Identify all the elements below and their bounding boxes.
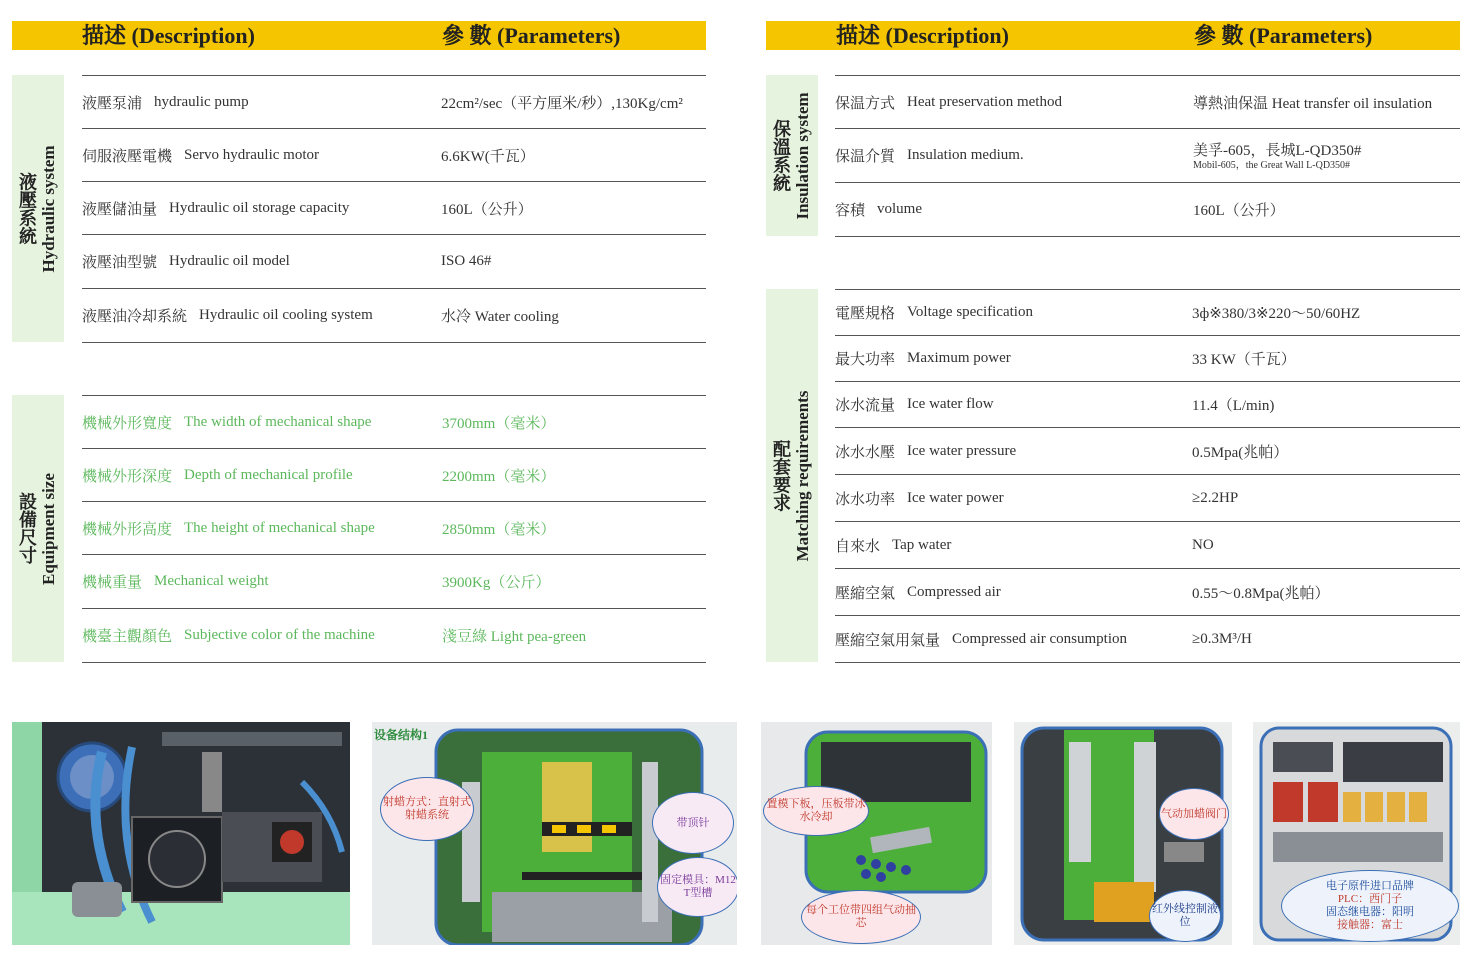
- row-value: 22cm²/sec（平方厘米/秒）,130Kg/cm²: [441, 95, 683, 112]
- row-label-en: Voltage specification: [907, 304, 1033, 320]
- callout-text: 红外线控制液位: [1152, 903, 1218, 928]
- row-label-cn: 容積: [835, 203, 866, 219]
- table-row: [82, 182, 706, 235]
- sidebar-label-en: Insulation system: [793, 91, 812, 220]
- table-row: [835, 569, 1460, 616]
- row-label-cn: 機械外形高度: [82, 521, 173, 538]
- row-label-en: Maximum power: [907, 350, 1011, 366]
- callout-text: 带顶针: [676, 816, 710, 829]
- row-label-en: Insulation medium.: [907, 147, 1024, 163]
- callout-electronic-brands: [1281, 870, 1459, 942]
- row-label-cn: 壓縮空氣: [835, 585, 896, 602]
- hydraulic-unit-illustration: [12, 722, 350, 945]
- row-value: 160L（公升）: [1193, 203, 1285, 219]
- table-row: [835, 616, 1460, 663]
- brands-contactor: 接触器：富士: [1337, 919, 1403, 931]
- row-label-cn: 壓縮空氣用氣量: [835, 632, 941, 649]
- row-value: 33 KW（千瓦）: [1192, 352, 1296, 368]
- row-value: ISO 46#: [441, 253, 492, 269]
- row-value: 美孚-605，長城L-QD350#: [1193, 143, 1362, 159]
- sidebar-label-en: Equipment size: [39, 472, 58, 585]
- sidebar-label-cn: 設備尺寸: [17, 492, 37, 565]
- row-label-cn: 自來水: [835, 538, 881, 555]
- row-value: 3ф※380/3※220～50/60HZ: [1192, 306, 1361, 322]
- table-row: [835, 290, 1460, 336]
- row-label-en: hydraulic pump: [154, 93, 249, 110]
- parameters-heading: 參 數 (Parameters): [1194, 23, 1373, 48]
- row-label-en: Hydraulic oil model: [169, 253, 290, 269]
- structure-title: 设备结构1: [374, 728, 429, 742]
- equipment-sidebar: [12, 395, 64, 662]
- description-heading: 描述 (Description): [82, 23, 255, 48]
- parameters-heading: 參 數 (Parameters): [442, 23, 621, 48]
- row-value: 水冷 Water cooling: [441, 309, 559, 325]
- callout-text: 气动加蜡阀门: [1161, 807, 1227, 820]
- sidebar-label-en: Hydraulic system: [39, 144, 58, 273]
- sidebar-label-cn: 配套要求: [771, 439, 791, 512]
- row-label-en: The height of mechanical shape: [184, 519, 375, 536]
- row-label-en: The width of mechanical shape: [184, 413, 372, 430]
- row-label-en: Depth of mechanical profile: [184, 466, 353, 483]
- row-label-en: Servo hydraulic motor: [184, 146, 319, 163]
- row-value: 0.5Mpa(兆帕）: [1192, 444, 1289, 461]
- sidebar-label-cn: 保溫系統: [771, 119, 791, 192]
- row-value: 11.4（L/min): [1192, 398, 1275, 414]
- row-label-cn: 機械重量: [82, 575, 143, 591]
- callout-core-pull: [801, 890, 921, 944]
- row-label-cn: 保温方式: [835, 95, 896, 112]
- brands-relay: 固态继电器：阳明: [1326, 906, 1414, 918]
- table-row: [82, 129, 706, 182]
- row-label-en: Ice water pressure: [907, 442, 1017, 459]
- row-label-cn: 最大功率: [835, 352, 896, 368]
- callout-lower-plate: [763, 786, 869, 836]
- row-value: 160L（公升）: [441, 201, 533, 218]
- hydraulic-sidebar: [12, 75, 64, 342]
- row-value: 3900Kg（公斤）: [442, 575, 551, 591]
- row-label-en: Tap water: [892, 536, 952, 553]
- table-row: [835, 428, 1460, 475]
- row-label-cn: 機臺主觀顏色: [82, 629, 173, 645]
- table-row: [82, 235, 706, 289]
- brands-title: 电子原件进口品牌: [1326, 880, 1414, 892]
- row-label-en: Ice water flow: [907, 396, 994, 412]
- callout-text: 置模下板，压板带冰水冷却: [766, 798, 866, 823]
- row-value: NO: [1192, 536, 1214, 553]
- row-label-cn: 液壓儲油量: [82, 201, 158, 218]
- electrical-cabinet-photo: [1253, 722, 1460, 945]
- table-row: [82, 555, 706, 609]
- row-value: 0.55～0.8Mpa(兆帕）: [1192, 585, 1330, 602]
- row-label-cn: 保温介質: [835, 149, 896, 165]
- row-label-en: Compressed air consumption: [952, 630, 1127, 647]
- row-label-en: Heat preservation method: [907, 93, 1062, 110]
- callout-text: 固定模具：M12 T型槽: [660, 874, 736, 899]
- table-row: [835, 382, 1460, 428]
- callout-text: 射蜡方式：直射式射蜡系统: [383, 796, 471, 821]
- table-row: [82, 609, 706, 663]
- table-row: [835, 336, 1460, 382]
- matching-sidebar: [766, 289, 818, 662]
- row-value: 2850mm（毫米）: [442, 521, 556, 538]
- row-value: 淺豆綠 Light pea-green: [442, 629, 587, 645]
- row-value: 2200mm（毫米）: [442, 468, 556, 485]
- description-heading: 描述 (Description): [836, 23, 1009, 48]
- hydraulic-unit-photo: [12, 722, 350, 945]
- table-row: [835, 183, 1460, 237]
- row-label-cn: 液壓油冷却系統: [82, 309, 188, 325]
- callout-injection-mode: [380, 777, 474, 841]
- mold-plate-photo: [761, 722, 992, 945]
- row-label-cn: 液壓泵浦: [82, 95, 143, 112]
- table-row: [82, 449, 706, 502]
- insulation-sidebar: [766, 75, 818, 236]
- row-label-en: Subjective color of the machine: [184, 627, 375, 643]
- row-label-cn: 冰水水壓: [835, 444, 896, 461]
- row-value: 導熱油保温 Heat transfer oil insulation: [1193, 95, 1433, 112]
- equipment-structure-photo: [372, 722, 737, 945]
- callout-level-control: [1149, 890, 1221, 942]
- table-row: [82, 289, 706, 343]
- row-label-cn: 機械外形寬度: [82, 415, 173, 432]
- row-value: 6.6KW(千瓦）: [441, 148, 535, 165]
- row-label-cn: 機械外形深度: [82, 468, 173, 485]
- callout-fixed-mold: [657, 857, 737, 917]
- row-label-cn: 液壓油型號: [82, 255, 158, 271]
- row-label-en: Hydraulic oil storage capacity: [169, 199, 350, 216]
- table-row: [82, 396, 706, 449]
- callout-ejector: [652, 792, 734, 854]
- row-value: 3700mm（毫米）: [442, 415, 556, 432]
- sidebar-label-en: Matching requirements: [793, 390, 812, 561]
- wax-valve-photo: [1014, 722, 1232, 945]
- row-label-en: Compressed air: [907, 583, 1001, 600]
- table-row: [835, 522, 1460, 569]
- right-header-bar: [766, 21, 1460, 50]
- row-label-en: Mechanical weight: [154, 573, 269, 589]
- row-label-cn: 伺服液壓電機: [82, 148, 173, 165]
- table-row: [835, 76, 1460, 129]
- row-label-cn: 冰水流量: [835, 398, 896, 414]
- row-value-secondary: Mobil-605，the Great Wall L-QD350#: [1193, 160, 1351, 171]
- table-row: [82, 76, 706, 129]
- row-label-cn: 電壓規格: [835, 306, 896, 322]
- left-header-bar: [12, 21, 706, 50]
- callout-text: 每个工位带四组气动抽芯: [806, 904, 916, 929]
- row-value: ≥2.2HP: [1192, 489, 1239, 506]
- callout-wax-valve: [1159, 788, 1229, 840]
- row-label-cn: 冰水功率: [835, 491, 896, 508]
- row-label-en: volume: [877, 201, 923, 217]
- brands-plc: PLC：西门子: [1337, 893, 1403, 905]
- table-row: [835, 129, 1460, 183]
- row-label-en: Ice water power: [907, 489, 1004, 506]
- row-value: ≥0.3M³/H: [1192, 630, 1252, 647]
- sidebar-label-cn: 液壓系統: [17, 172, 37, 245]
- row-label-en: Hydraulic oil cooling system: [199, 307, 373, 323]
- table-row: [835, 475, 1460, 522]
- table-row: [82, 502, 706, 555]
